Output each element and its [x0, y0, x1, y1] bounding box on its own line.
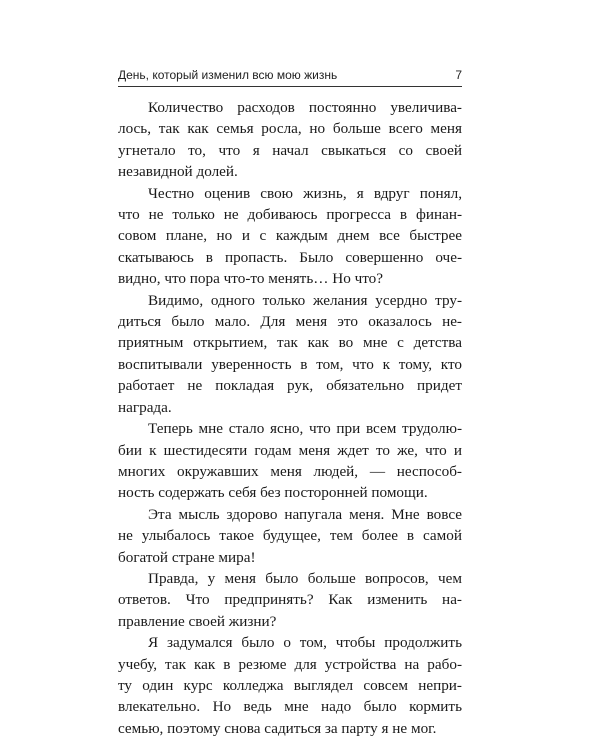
- body-text: [118, 97, 462, 739]
- text-line: Я задумался было о том, чтобы продолжить: [148, 634, 462, 652]
- text-line: ответов. Что предпринять? Как изменить на-: [118, 591, 462, 609]
- text-line: правление своей жизни?: [118, 612, 277, 630]
- text-line: воспитывали уверенность в том, что к тому, кто: [118, 355, 462, 373]
- text-line: учебу, так как в резюме для устройства на рабо-: [118, 655, 462, 673]
- text-line: Честно оценив свою жизнь, я вдруг понял,: [148, 184, 462, 202]
- text-line: Количество расходов постоянно увеличива-: [148, 99, 462, 116]
- text-line: незавидной долей.: [118, 163, 238, 181]
- paragraph: [118, 183, 462, 290]
- header-rule: [118, 86, 462, 87]
- text-line: скатываюсь в пропасть. Было совершенно оче-: [118, 248, 462, 266]
- paragraph: [118, 418, 462, 504]
- text-line: награда.: [118, 398, 172, 416]
- text-line: лось, так как семья росла, но больше всего меня: [118, 120, 462, 138]
- text-line: что не только не добиваюсь прогресса в финан-: [118, 206, 462, 224]
- paragraph: [118, 504, 462, 568]
- text-line: Эта мысль здорово напугала меня. Мне вовсе: [148, 505, 462, 523]
- text-line: видно, что пора что-то менять… Но что?: [118, 270, 383, 288]
- text-line: влекательно. Но ведь мне надо было кормить: [118, 698, 462, 716]
- text-line: совом плане, но и с каждым днем все быстрее: [118, 227, 462, 245]
- chapter-title: День, который изменил всю мою жизнь: [118, 68, 338, 82]
- text-line: приятным открытием, так как во мне с детства: [118, 334, 462, 352]
- text-line: угнетало то, что я начал свыкаться со своей: [118, 141, 462, 159]
- text-line: не улыбалось такое будущее, тем более в самой: [118, 527, 462, 545]
- paragraph: [118, 290, 462, 418]
- running-header: [118, 66, 462, 86]
- page-number: 7: [455, 68, 462, 82]
- paragraph: [118, 97, 462, 183]
- text-line: диться было мало. Для меня это оказалось не-: [118, 313, 462, 331]
- text-line: многих окружавших меня людей, — неспособ-: [118, 462, 462, 480]
- text-line: ность содержать себя без посторонней помощи.: [118, 484, 428, 502]
- text-line: бии к шестидесяти годам меня ждет то же, что и: [118, 441, 462, 459]
- text-line: богатой стране мира!: [118, 548, 256, 566]
- paragraph: [118, 568, 462, 632]
- paragraph: [118, 632, 462, 739]
- text-line: работает не покладая рук, обязательно придет: [118, 377, 462, 395]
- text-line: Теперь мне стало ясно, что при всем трудолю-: [148, 420, 462, 438]
- text-line: ту один курс колледжа выглядел совсем непри-: [118, 676, 462, 694]
- text-line: семью, поэтому снова садиться за парту я не мог.: [118, 719, 437, 737]
- text-line: Правда, у меня было больше вопросов, чем: [148, 569, 462, 587]
- text-line: Видимо, одного только желания усердно тру-: [148, 291, 462, 309]
